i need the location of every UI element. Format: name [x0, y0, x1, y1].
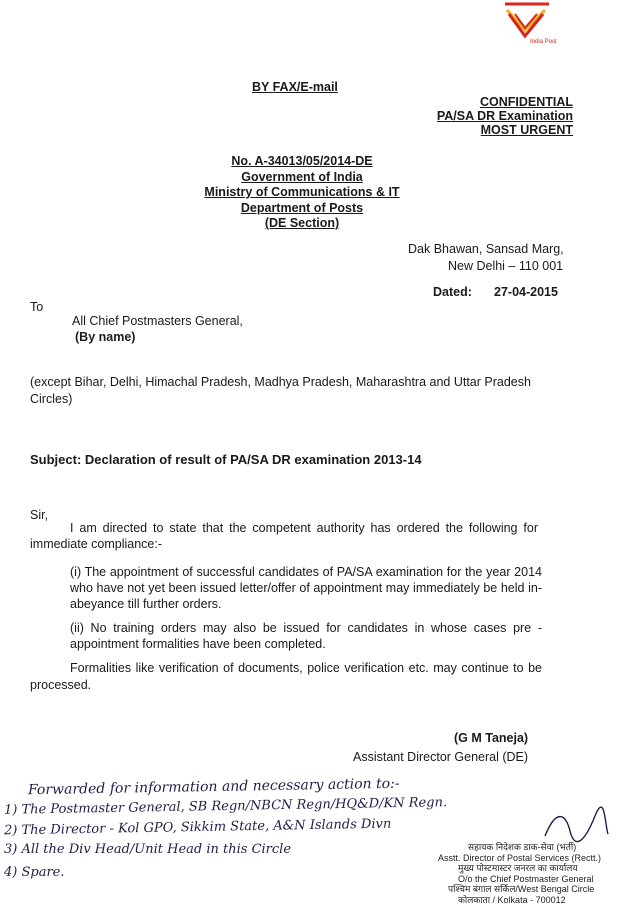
- formalities-paragraph: [30, 660, 542, 694]
- signatory-title: Assistant Director General (DE): [353, 750, 528, 764]
- reference-number: No. A-34013/05/2014-DE: [178, 154, 426, 170]
- salutation: Sir,: [30, 508, 48, 522]
- signatory-name: (G M Taneja): [454, 731, 528, 745]
- to-label: To: [30, 300, 43, 314]
- confidential-label: CONFIDENTIAL: [480, 95, 573, 109]
- handwritten-line-4: 4) Spare.: [4, 865, 65, 880]
- recipient-except: (except Bihar, Delhi, Himachal Pradesh, Madhya Pradesh, Maharashtra and Uttar Pradesh Circles): [30, 374, 550, 408]
- address-block: [408, 241, 564, 275]
- official-stamp: [438, 842, 616, 905]
- date-label: Dated:: [433, 285, 472, 299]
- india-post-logo: [497, 0, 557, 50]
- address-line-1: Dak Bhawan, Sansad Marg,: [408, 241, 564, 258]
- section-line: (DE Section): [178, 216, 426, 232]
- point-2: (ii) No training orders may also be issued for candidates in whose cases pre - appointment formalities have been completed.: [70, 620, 542, 652]
- exam-label: PA/SA DR Examination: [437, 109, 573, 123]
- handwritten-line-1: 1) The Postmaster General, SB Regn/NBCN Regn/HQ&D/KN Regn.: [4, 795, 447, 818]
- handwritten-signature-icon: [540, 806, 610, 846]
- stamp-line-6: कोलकाता / Kolkata - 700012: [438, 895, 616, 905]
- stamp-line-3: मुख्य पोस्टमास्टर जनरल का कार्यालय: [438, 863, 616, 874]
- formalities-text: Formalities like verification of documents, police verification etc. may continue to be processed.: [30, 661, 542, 692]
- intro-text: I am directed to state that the competent authority has ordered the following for immediate compliance:-: [30, 521, 538, 551]
- recipient-name: All Chief Postmasters General,: [72, 314, 243, 328]
- address-line-2: New Delhi – 110 001: [408, 258, 564, 275]
- stamp-line-5: पश्चिम बंगाल सर्किल/West Bengal Circle: [438, 884, 616, 895]
- stamp-line-1: सहायक निदेशक डाक-सेवा (भर्ती): [438, 842, 616, 853]
- most-urgent-label: MOST URGENT: [481, 123, 573, 137]
- government-line: Government of India: [178, 170, 426, 186]
- reference-block: [178, 154, 426, 232]
- logo-text: India Post: [530, 39, 557, 45]
- point-1: (i) The appointment of successful candidates of PA/SA examination for the year 2014 who have not yet been issued letter/offer of appointment may immediately be held in-abeyance till further orders.: [70, 564, 542, 612]
- intro-paragraph: [30, 520, 538, 552]
- stamp-line-4: O/o the Chief Postmaster General: [438, 874, 616, 885]
- ministry-line: Ministry of Communications & IT: [178, 185, 426, 201]
- handwritten-line-3: 3) All the Div Head/Unit Head in this Circle: [4, 842, 291, 857]
- date-value: 27-04-2015: [494, 285, 558, 299]
- subject-line: Subject: Declaration of result of PA/SA DR examination 2013-14: [30, 452, 422, 467]
- department-line: Department of Posts: [178, 201, 426, 217]
- recipient-byname: (By name): [75, 330, 135, 344]
- handwritten-line-0: Forwarded for information and necessary action to:-: [28, 776, 400, 798]
- by-fax-label: BY FAX/E-mail: [252, 80, 338, 94]
- stamp-line-2: Asstt. Director of Postal Services (Rectt.): [438, 853, 616, 864]
- handwritten-line-2: 2) The Director - Kol GPO, Sikkim State, A&N Islands Divn: [4, 817, 391, 839]
